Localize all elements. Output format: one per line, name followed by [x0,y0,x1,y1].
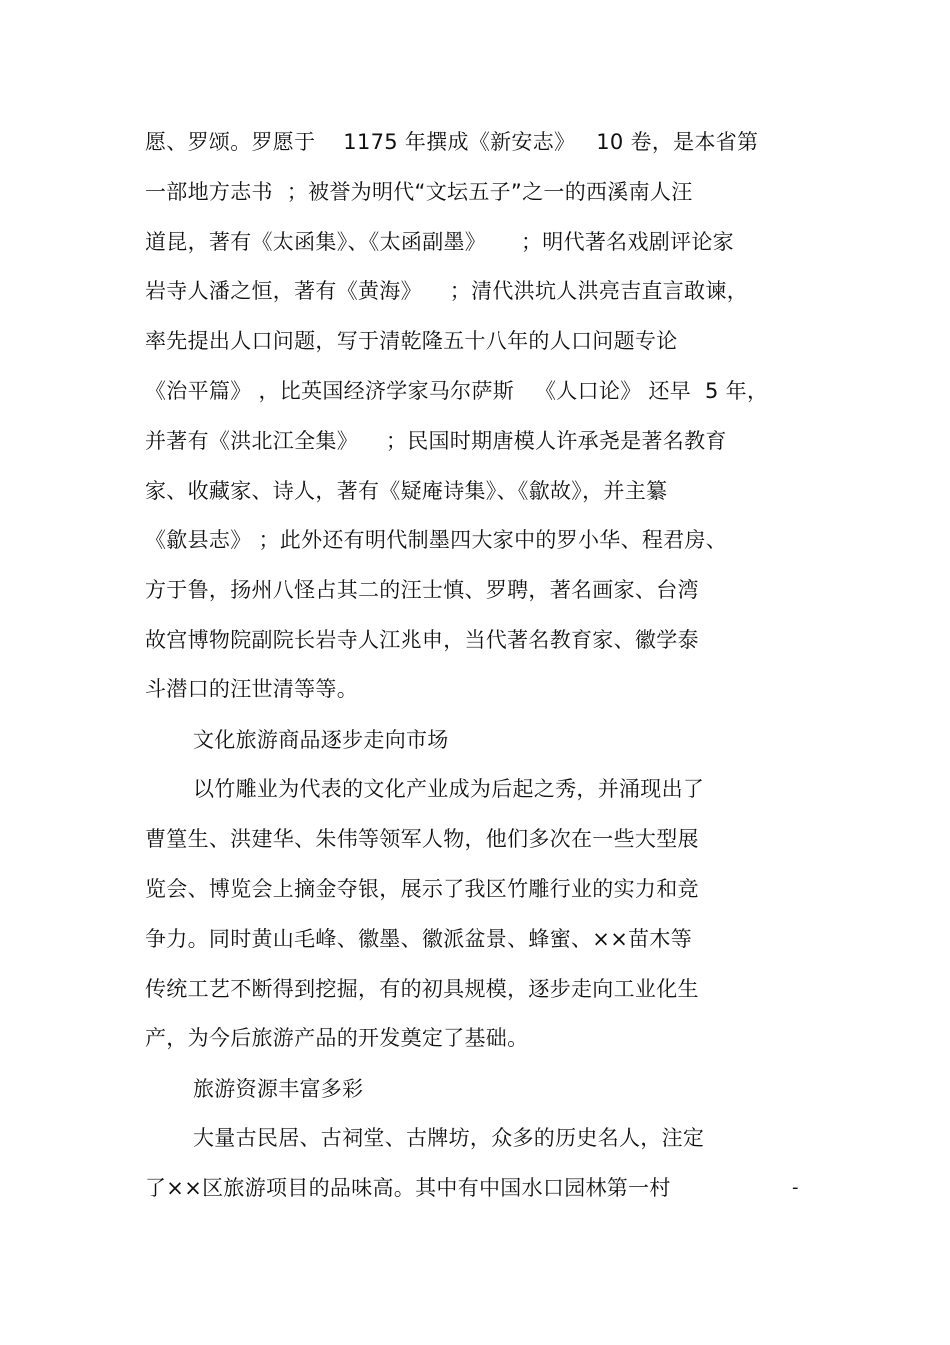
text-line: 并著有《洪北江全集》 ；民国时期唐模人许承尧是著名教育 [145,429,727,453]
text-line: 曹篁生、洪建华、朱伟等领军人物，他们多次在一些大型展 [145,827,699,851]
text-line: 岩寺人潘之恒，著有《黄海》 ；清代洪坑人洪亮吉直言敢谏， [145,279,748,303]
text-line: 《治平篇》 ，比英国经济学家马尔萨斯 《人口论》 还早 5 年， [145,379,769,403]
text-line: 览会、博览会上摘金夺银，展示了我区竹雕行业的实力和竞 [145,877,699,901]
text-line: 一部地方志书 ；被誉为明代“文坛五子”之一的西溪南人汪 [145,180,693,204]
text-line: 以竹雕业为代表的文化产业成为后起之秀，并涌现出了 [193,777,705,801]
text-line: 传统工艺不断得到挖掘，有的初具规模，逐步走向工业化生 [145,977,699,1001]
text-line: 道昆，著有《太函集》、《太函副墨》 ；明代著名戏剧评论家 [145,230,734,254]
text-line: 大量古民居、古祠堂、古牌坊，众多的历史名人，注定 [193,1126,705,1150]
text-line: 了××区旅游项目的品味高。其中有中国水口园林第一村 [145,1176,671,1200]
text-line: 斗潜口的汪世清等等。 [145,677,358,701]
text-line: 争力。同时黄山毛峰、徽墨、徽派盆景、蜂蜜、××苗木等 [145,927,692,951]
text-line: 家、收藏家、诗人，著有《疑庵诗集》、《歙故》，并主纂 [145,479,668,503]
text-line: 率先提出人口问题，写于清乾隆五十八年的人口问题专论 [145,329,678,353]
trailing-mark: - [792,1177,799,1198]
text-line: 故宫博物院副院长岩寺人江兆申，当代著名教育家、徽学泰 [145,628,699,652]
text-line: 方于鲁，扬州八怪占其二的汪士慎、罗聘，著名画家、台湾 [145,578,699,602]
text-line: 《歙县志》 ；此外还有明代制墨四大家中的罗小华、程君房、 [145,528,728,552]
section-heading: 文化旅游商品逐步走向市场 [193,728,449,752]
text-line: 愿、罗颂。罗愿于 1175 年撰成《新安志》 10 卷，是本省第 [145,130,759,154]
text-line: 产，为今后旅游产品的开发奠定了基础。 [145,1026,529,1050]
section-heading: 旅游资源丰富多彩 [193,1077,364,1101]
